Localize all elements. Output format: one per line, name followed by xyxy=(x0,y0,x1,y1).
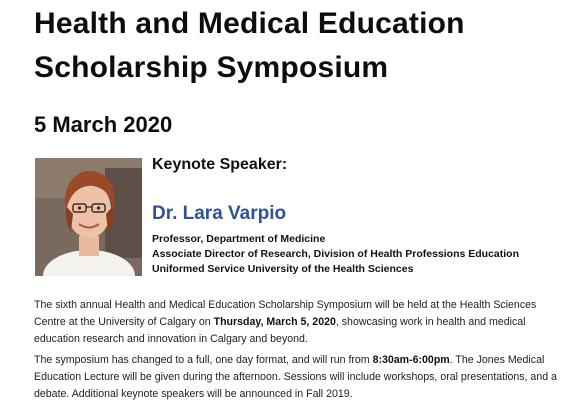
page-title xyxy=(34,2,564,90)
intro-text: The sixth annual Health and Medical Education Scholarship Symposium will be held at the Health Sciences Centre at the University of Calgary on xyxy=(34,299,537,328)
intro-paragraph xyxy=(34,297,566,348)
speaker-photo xyxy=(35,158,142,276)
speaker-role: Associate Director of Research, Division of Health Professions Education xyxy=(152,248,520,260)
speaker-role: Uniformed Service University of the Health Sciences xyxy=(152,263,414,275)
event-day-highlight: Thursday, March 5, 2020 xyxy=(213,316,336,328)
time-highlight: 8:30am-6:00pm xyxy=(372,354,450,366)
format-text-end: . The Jones Medical Education Lecture will be given during the afternoon. Sessions will include workshops, oral presentations, and a debate. Additional keynote speakers will be announced in Fall 2019. xyxy=(34,354,557,400)
title-line-1: Health and Medical Education xyxy=(34,7,465,40)
intro-text-end: , showcasing work in health and medical education research and innovation in Calgary and beyond. xyxy=(34,316,526,345)
speaker-name: Dr. Lara Varpio xyxy=(152,203,287,224)
format-text: The symposium has changed to a full, one day format, and will run from xyxy=(34,354,373,366)
title-line-2: Scholarship Symposium xyxy=(34,51,389,84)
keynote-label: Keynote Speaker: xyxy=(152,156,288,173)
speaker-role: Professor, Department of Medicine xyxy=(152,233,326,245)
format-paragraph xyxy=(34,352,566,403)
event-date: 5 March 2020 xyxy=(34,112,173,137)
